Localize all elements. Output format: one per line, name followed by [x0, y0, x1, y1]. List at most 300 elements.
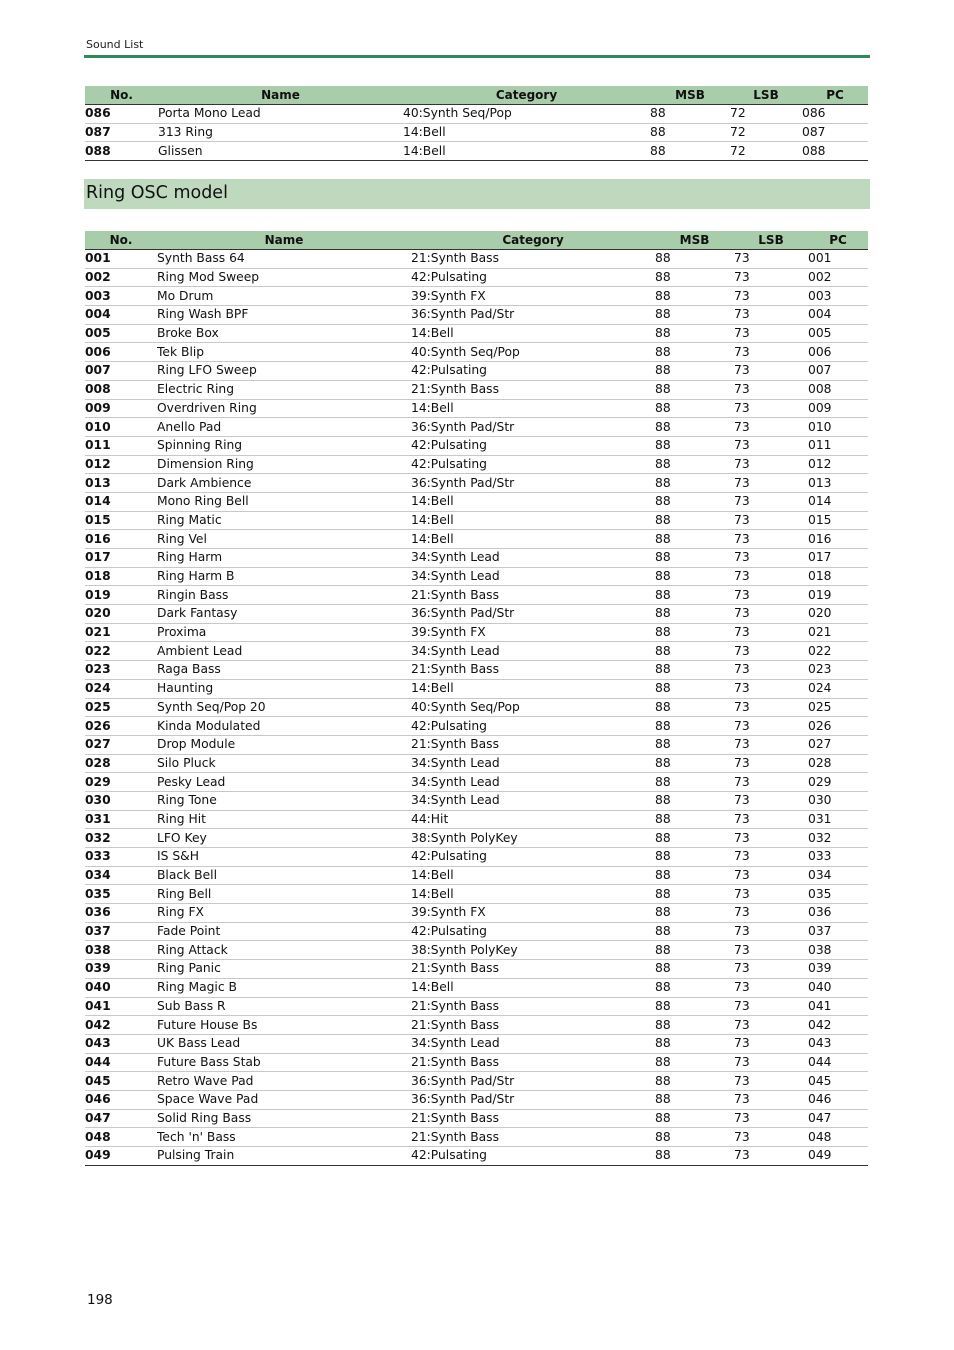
sound-name: 313 Ring — [158, 123, 403, 142]
sound-category: 38:Synth PolyKey — [411, 829, 655, 848]
pc-value: 001 — [808, 250, 868, 269]
lsb-value: 73 — [734, 829, 808, 848]
msb-value: 88 — [655, 567, 734, 586]
pc-value: 028 — [808, 754, 868, 773]
pc-value: 012 — [808, 455, 868, 474]
sound-name: Silo Pluck — [157, 754, 411, 773]
sound-category: 36:Synth Pad/Str — [411, 306, 655, 325]
sound-name: Electric Ring — [157, 380, 411, 399]
sound-number: 034 — [85, 866, 157, 885]
running-header: Sound List — [86, 38, 144, 51]
table-row — [85, 142, 868, 161]
sound-category: 14:Bell — [411, 324, 655, 343]
sound-name: Ring Matic — [157, 511, 411, 530]
sound-number: 020 — [85, 605, 157, 624]
table-row — [85, 268, 868, 287]
msb-value: 88 — [655, 287, 734, 306]
sound-category: 21:Synth Bass — [411, 960, 655, 979]
table-row — [85, 960, 868, 979]
table-row — [85, 717, 868, 736]
sound-number: 086 — [85, 105, 158, 124]
sound-category: 40:Synth Seq/Pop — [411, 343, 655, 362]
msb-value: 88 — [655, 605, 734, 624]
sound-name: Ring FX — [157, 904, 411, 923]
pc-value: 041 — [808, 997, 868, 1016]
lsb-value: 73 — [734, 960, 808, 979]
sound-category: 34:Synth Lead — [411, 773, 655, 792]
table-row — [85, 661, 868, 680]
msb-value: 88 — [655, 960, 734, 979]
sound-name: Solid Ring Bass — [157, 1109, 411, 1128]
sound-number: 004 — [85, 306, 157, 325]
msb-value: 88 — [655, 904, 734, 923]
pc-value: 087 — [802, 123, 868, 142]
sound-category: 14:Bell — [403, 142, 650, 161]
lsb-value: 73 — [734, 1090, 808, 1109]
sound-number: 032 — [85, 829, 157, 848]
sound-name: Pesky Lead — [157, 773, 411, 792]
pc-value: 032 — [808, 829, 868, 848]
col-header-category: Category — [403, 86, 650, 105]
sound-name: Ambient Lead — [157, 642, 411, 661]
table-row — [85, 773, 868, 792]
pc-value: 004 — [808, 306, 868, 325]
table-row — [85, 306, 868, 325]
pc-value: 035 — [808, 885, 868, 904]
table-row — [85, 623, 868, 642]
sound-name: Ring Panic — [157, 960, 411, 979]
sound-table-ring-osc — [85, 231, 868, 1166]
pc-value: 027 — [808, 735, 868, 754]
table-row — [85, 1128, 868, 1147]
lsb-value: 73 — [734, 885, 808, 904]
msb-value: 88 — [655, 306, 734, 325]
lsb-value: 73 — [734, 380, 808, 399]
lsb-value: 73 — [734, 642, 808, 661]
sound-number: 007 — [85, 362, 157, 381]
col-header-name: Name — [157, 231, 411, 250]
sound-number: 087 — [85, 123, 158, 142]
msb-value: 88 — [655, 380, 734, 399]
col-header-no: No. — [85, 86, 158, 105]
sound-name: Fade Point — [157, 922, 411, 941]
table-row — [85, 492, 868, 511]
lsb-value: 73 — [734, 549, 808, 568]
sound-name: Ring Wash BPF — [157, 306, 411, 325]
pc-value: 002 — [808, 268, 868, 287]
col-header-lsb: LSB — [730, 86, 802, 105]
sound-category: 14:Bell — [411, 866, 655, 885]
sound-name: Ring Attack — [157, 941, 411, 960]
sound-table-top — [85, 86, 868, 161]
table-row — [85, 530, 868, 549]
msb-value: 88 — [655, 978, 734, 997]
sound-name: Broke Box — [157, 324, 411, 343]
table-row — [85, 287, 868, 306]
sound-category: 14:Bell — [411, 530, 655, 549]
pc-value: 046 — [808, 1090, 868, 1109]
sound-name: Overdriven Ring — [157, 399, 411, 418]
pc-value: 042 — [808, 1016, 868, 1035]
sound-name: Drop Module — [157, 735, 411, 754]
sound-category: 21:Synth Bass — [411, 380, 655, 399]
lsb-value: 73 — [734, 754, 808, 773]
pc-value: 048 — [808, 1128, 868, 1147]
lsb-value: 73 — [734, 418, 808, 437]
msb-value: 88 — [650, 142, 730, 161]
msb-value: 88 — [655, 735, 734, 754]
msb-value: 88 — [655, 549, 734, 568]
col-header-pc: PC — [802, 86, 868, 105]
table-row — [85, 455, 868, 474]
pc-value: 045 — [808, 1072, 868, 1091]
table-row — [85, 362, 868, 381]
table-row — [85, 586, 868, 605]
table-row — [85, 997, 868, 1016]
lsb-value: 73 — [734, 399, 808, 418]
pc-value: 025 — [808, 698, 868, 717]
table-header-row — [85, 86, 868, 105]
sound-category: 38:Synth PolyKey — [411, 941, 655, 960]
sound-number: 042 — [85, 1016, 157, 1035]
header-rule — [84, 55, 870, 58]
lsb-value: 73 — [734, 810, 808, 829]
sound-number: 028 — [85, 754, 157, 773]
lsb-value: 73 — [734, 268, 808, 287]
table-row — [85, 399, 868, 418]
msb-value: 88 — [655, 343, 734, 362]
lsb-value: 73 — [734, 941, 808, 960]
sound-number: 036 — [85, 904, 157, 923]
lsb-value: 73 — [734, 492, 808, 511]
sound-number: 035 — [85, 885, 157, 904]
table-row — [85, 642, 868, 661]
msb-value: 88 — [655, 1128, 734, 1147]
table-row — [85, 829, 868, 848]
table-row — [85, 1053, 868, 1072]
sound-category: 42:Pulsating — [411, 717, 655, 736]
sound-name: Ring Bell — [157, 885, 411, 904]
table-row — [85, 679, 868, 698]
table-row — [85, 754, 868, 773]
lsb-value: 73 — [734, 586, 808, 605]
sound-number: 015 — [85, 511, 157, 530]
table-row — [85, 250, 868, 269]
sound-category: 42:Pulsating — [411, 455, 655, 474]
msb-value: 88 — [655, 679, 734, 698]
sound-name: Porta Mono Lead — [158, 105, 403, 124]
sound-name: Dark Ambience — [157, 474, 411, 493]
lsb-value: 73 — [734, 698, 808, 717]
table-row — [85, 418, 868, 437]
pc-value: 011 — [808, 436, 868, 455]
pc-value: 023 — [808, 661, 868, 680]
table-row — [85, 885, 868, 904]
table-row — [85, 105, 868, 124]
table-row — [85, 1016, 868, 1035]
msb-value: 88 — [655, 492, 734, 511]
sound-name: Spinning Ring — [157, 436, 411, 455]
table-row — [85, 605, 868, 624]
sound-category: 42:Pulsating — [411, 1147, 655, 1166]
lsb-value: 73 — [734, 605, 808, 624]
sound-number: 008 — [85, 380, 157, 399]
section-title: Ring OSC model — [86, 183, 228, 203]
pc-value: 016 — [808, 530, 868, 549]
pc-value: 047 — [808, 1109, 868, 1128]
sound-name: IS S&H — [157, 848, 411, 867]
pc-value: 006 — [808, 343, 868, 362]
col-header-msb: MSB — [650, 86, 730, 105]
lsb-value: 73 — [734, 343, 808, 362]
table-row — [85, 511, 868, 530]
sound-number: 033 — [85, 848, 157, 867]
sound-category: 36:Synth Pad/Str — [411, 1072, 655, 1091]
pc-value: 088 — [802, 142, 868, 161]
col-header-msb: MSB — [655, 231, 734, 250]
msb-value: 88 — [655, 1109, 734, 1128]
sound-number: 030 — [85, 791, 157, 810]
table-row — [85, 1109, 868, 1128]
sound-name: Ring Tone — [157, 791, 411, 810]
sound-number: 037 — [85, 922, 157, 941]
pc-value: 007 — [808, 362, 868, 381]
sound-number: 027 — [85, 735, 157, 754]
sound-number: 048 — [85, 1128, 157, 1147]
sound-category: 14:Bell — [411, 978, 655, 997]
pc-value: 029 — [808, 773, 868, 792]
msb-value: 88 — [655, 661, 734, 680]
col-header-lsb: LSB — [734, 231, 808, 250]
sound-name: Raga Bass — [157, 661, 411, 680]
sound-category: 14:Bell — [411, 492, 655, 511]
sound-category: 14:Bell — [411, 399, 655, 418]
msb-value: 88 — [655, 698, 734, 717]
col-header-category: Category — [411, 231, 655, 250]
table-row — [85, 567, 868, 586]
sound-name: Synth Seq/Pop 20 — [157, 698, 411, 717]
sound-number: 025 — [85, 698, 157, 717]
msb-value: 88 — [655, 717, 734, 736]
msb-value: 88 — [655, 399, 734, 418]
msb-value: 88 — [650, 123, 730, 142]
table-row — [85, 436, 868, 455]
sound-category: 21:Synth Bass — [411, 1053, 655, 1072]
sound-name: Mo Drum — [157, 287, 411, 306]
sound-name: Sub Bass R — [157, 997, 411, 1016]
sound-name: Glissen — [158, 142, 403, 161]
table-row — [85, 698, 868, 717]
lsb-value: 73 — [734, 511, 808, 530]
pc-value: 040 — [808, 978, 868, 997]
sound-number: 041 — [85, 997, 157, 1016]
sound-number: 049 — [85, 1147, 157, 1166]
pc-value: 086 — [802, 105, 868, 124]
sound-number: 024 — [85, 679, 157, 698]
msb-value: 88 — [655, 324, 734, 343]
sound-category: 14:Bell — [411, 679, 655, 698]
sound-number: 023 — [85, 661, 157, 680]
pc-value: 038 — [808, 941, 868, 960]
sound-number: 039 — [85, 960, 157, 979]
page-number: 198 — [87, 1292, 113, 1308]
sound-number: 044 — [85, 1053, 157, 1072]
lsb-value: 73 — [734, 287, 808, 306]
sound-number: 011 — [85, 436, 157, 455]
sound-category: 34:Synth Lead — [411, 754, 655, 773]
table-row — [85, 978, 868, 997]
sound-category: 42:Pulsating — [411, 436, 655, 455]
pc-value: 030 — [808, 791, 868, 810]
pc-value: 014 — [808, 492, 868, 511]
sound-category: 36:Synth Pad/Str — [411, 605, 655, 624]
sound-name: Pulsing Train — [157, 1147, 411, 1166]
lsb-value: 73 — [734, 997, 808, 1016]
pc-value: 008 — [808, 380, 868, 399]
sound-name: Tech 'n' Bass — [157, 1128, 411, 1147]
msb-value: 88 — [655, 848, 734, 867]
lsb-value: 72 — [730, 105, 802, 124]
lsb-value: 73 — [734, 1053, 808, 1072]
pc-value: 019 — [808, 586, 868, 605]
sound-category: 44:Hit — [411, 810, 655, 829]
lsb-value: 72 — [730, 142, 802, 161]
msb-value: 88 — [655, 362, 734, 381]
sound-number: 026 — [85, 717, 157, 736]
sound-name: Ring Harm B — [157, 567, 411, 586]
sound-category: 39:Synth FX — [411, 287, 655, 306]
col-header-no: No. — [85, 231, 157, 250]
lsb-value: 73 — [734, 1072, 808, 1091]
pc-value: 018 — [808, 567, 868, 586]
table-row — [85, 735, 868, 754]
sound-category: 34:Synth Lead — [411, 791, 655, 810]
sound-number: 010 — [85, 418, 157, 437]
sound-number: 013 — [85, 474, 157, 493]
pc-value: 033 — [808, 848, 868, 867]
lsb-value: 73 — [734, 306, 808, 325]
sound-name: Dimension Ring — [157, 455, 411, 474]
pc-value: 034 — [808, 866, 868, 885]
lsb-value: 73 — [734, 567, 808, 586]
lsb-value: 73 — [734, 474, 808, 493]
sound-category: 42:Pulsating — [411, 848, 655, 867]
table-row — [85, 474, 868, 493]
pc-value: 005 — [808, 324, 868, 343]
msb-value: 88 — [655, 1016, 734, 1035]
lsb-value: 73 — [734, 866, 808, 885]
sound-number: 040 — [85, 978, 157, 997]
sound-category: 36:Synth Pad/Str — [411, 1090, 655, 1109]
msb-value: 88 — [655, 530, 734, 549]
sound-name: Black Bell — [157, 866, 411, 885]
lsb-value: 73 — [734, 848, 808, 867]
pc-value: 026 — [808, 717, 868, 736]
table-row — [85, 904, 868, 923]
table-row — [85, 922, 868, 941]
sound-category: 39:Synth FX — [411, 623, 655, 642]
sound-category: 42:Pulsating — [411, 922, 655, 941]
msb-value: 88 — [655, 474, 734, 493]
sound-number: 016 — [85, 530, 157, 549]
sound-category: 21:Synth Bass — [411, 586, 655, 605]
pc-value: 039 — [808, 960, 868, 979]
sound-number: 019 — [85, 586, 157, 605]
sound-number: 014 — [85, 492, 157, 511]
pc-value: 037 — [808, 922, 868, 941]
table-row — [85, 324, 868, 343]
sound-name: Future Bass Stab — [157, 1053, 411, 1072]
lsb-value: 73 — [734, 978, 808, 997]
sound-number: 018 — [85, 567, 157, 586]
sound-name: Synth Bass 64 — [157, 250, 411, 269]
msb-value: 88 — [655, 1034, 734, 1053]
table-row — [85, 1072, 868, 1091]
table-row — [85, 941, 868, 960]
msb-value: 88 — [655, 791, 734, 810]
pc-value: 022 — [808, 642, 868, 661]
sound-category: 42:Pulsating — [411, 362, 655, 381]
col-header-pc: PC — [808, 231, 868, 250]
sound-category: 34:Synth Lead — [411, 1034, 655, 1053]
sound-name: Ringin Bass — [157, 586, 411, 605]
msb-value: 88 — [655, 511, 734, 530]
lsb-value: 73 — [734, 735, 808, 754]
table-row — [85, 848, 868, 867]
sound-name: Retro Wave Pad — [157, 1072, 411, 1091]
pc-value: 049 — [808, 1147, 868, 1166]
pc-value: 021 — [808, 623, 868, 642]
pc-value: 036 — [808, 904, 868, 923]
sound-number: 047 — [85, 1109, 157, 1128]
sound-number: 005 — [85, 324, 157, 343]
table-row — [85, 343, 868, 362]
sound-name: Tek Blip — [157, 343, 411, 362]
sound-name: Dark Fantasy — [157, 605, 411, 624]
sound-number: 046 — [85, 1090, 157, 1109]
sound-number: 012 — [85, 455, 157, 474]
sound-category: 40:Synth Seq/Pop — [403, 105, 650, 124]
msb-value: 88 — [655, 941, 734, 960]
sound-name: Ring Vel — [157, 530, 411, 549]
lsb-value: 73 — [734, 1128, 808, 1147]
lsb-value: 73 — [734, 773, 808, 792]
sound-number: 001 — [85, 250, 157, 269]
lsb-value: 73 — [734, 250, 808, 269]
sound-name: Mono Ring Bell — [157, 492, 411, 511]
lsb-value: 73 — [734, 1016, 808, 1035]
sound-number: 029 — [85, 773, 157, 792]
section-header-bar — [84, 179, 870, 209]
table-row — [85, 1147, 868, 1166]
lsb-value: 72 — [730, 123, 802, 142]
msb-value: 88 — [655, 436, 734, 455]
table-row — [85, 1090, 868, 1109]
lsb-value: 73 — [734, 324, 808, 343]
pc-value: 015 — [808, 511, 868, 530]
pc-value: 024 — [808, 679, 868, 698]
msb-value: 88 — [655, 642, 734, 661]
msb-value: 88 — [655, 1072, 734, 1091]
col-header-name: Name — [158, 86, 403, 105]
pc-value: 017 — [808, 549, 868, 568]
sound-category: 21:Synth Bass — [411, 997, 655, 1016]
msb-value: 88 — [650, 105, 730, 124]
lsb-value: 73 — [734, 1109, 808, 1128]
table-row — [85, 380, 868, 399]
sound-category: 34:Synth Lead — [411, 567, 655, 586]
sound-category: 21:Synth Bass — [411, 735, 655, 754]
